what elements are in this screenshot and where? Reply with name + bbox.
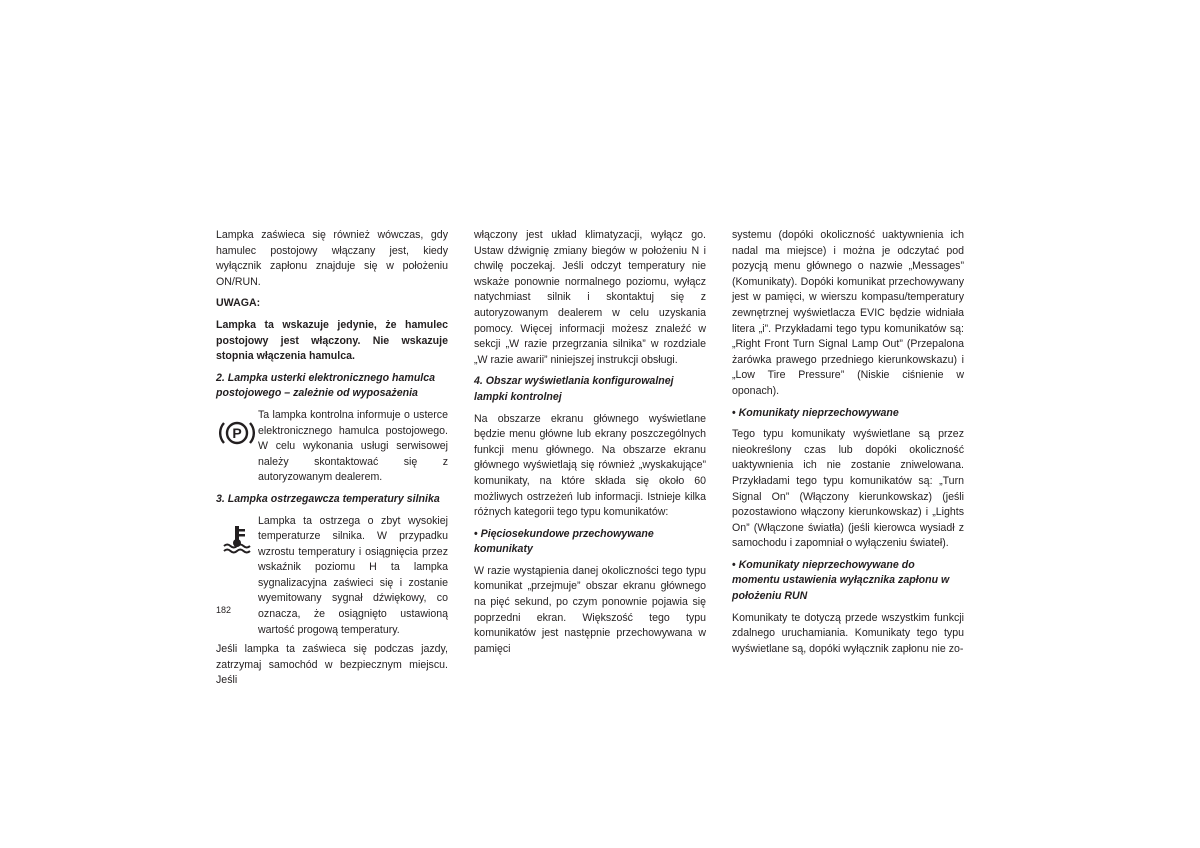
icon-paragraph	[216, 408, 448, 486]
bullet-heading: • Komunikaty nieprzechowywane do momentu ustawienia wyłącznika zapłonu w położeniu RUN	[732, 558, 964, 605]
icon-description: Ta lampka kontrolna informuje o usterce elektronicznego hamulca postojowego. W celu wykonania usługi serwisowej należy skontaktować się z autoryzowanym dealerem.	[258, 408, 448, 484]
warning-text: Lampka ta wskazuje jedynie, że hamulec postojowy jest włączony. Nie wskazuje stopnia włączenia hamulca.	[216, 318, 448, 363]
column-2	[474, 228, 706, 663]
parking-brake-glyph: P	[232, 424, 242, 441]
icon-paragraph	[216, 514, 448, 639]
bullet-heading: • Komunikaty nieprzechowywane	[732, 406, 964, 422]
paragraph: Tego typu komunikaty wyświetlane są przez nieokreślony czas lub dopóki okoliczność uaktywnienia ich nie zostanie zniwelowana. Przykładami tego typu komunikatów są: „Turn Signal On” (Włączony kierunkowskaz) (jeśli pozostawiono włączony kierunkowskaz) i „Lights On” (Włączone światła) (jeśli kierowca wysiadł z samochodu i zapomniał o wyłączeniu świateł).	[732, 428, 964, 550]
section-heading-4: 4. Obszar wyświetlania konfigurowalnej lampki kontrolnej	[474, 375, 674, 403]
paragraph: Jeśli lampka ta zaświeca się podczas jazdy, zatrzymaj samochód w bezpiecznym miejscu. Jeśli	[216, 643, 448, 687]
warning-label: UWAGA:	[216, 297, 261, 310]
parking-brake-warning-icon	[216, 410, 258, 456]
section-heading-2: 2. Lampka usterki elektronicznego hamulca postojowego – zależnie od wyposażenia	[216, 371, 436, 400]
engine-temperature-icon	[216, 516, 258, 562]
paragraph: W razie wystąpienia danej okoliczności tego typu komunikat „przejmuje” obszar ekranu głównego na pięć sekund, po czym ponownie pojawia się poprzedni ekran. Większość tego typu komunikatów jest następnie przechowywana w pamięci	[474, 564, 706, 655]
section-heading-3: 3. Lampka ostrzegawcza temperatury silnika	[216, 492, 440, 505]
paragraph: Na obszarze ekranu głównego wyświetlane będzie menu główne lub ekrany poszczególnych funkcji menu głównego. Na obszarze ekranu głównego wyświetlają się również „wyskakujące” komunikaty, na które składa się około 60 możliwych ostrzeżeń lub informacji. Istnieje kilka różnych kategorii tego typu komunikatów:	[474, 412, 706, 519]
column-1	[216, 228, 448, 695]
page-number: 182	[216, 605, 232, 615]
bullet-heading: • Pięciosekundowe przechowywane komunikaty	[474, 527, 706, 558]
paragraph: systemu (dopóki okoliczność uaktywnienia ich nadal ma miejsce) i można je odczytać pod pozycją menu głównego o nazwie „Messages” (Komunikaty). Dopóki komunikat przechowywany jest w pamięci, w wierszu kompasu/temperatury zewnętrznej wyświetlacza EVIC będzie widniała litera „i”. Przykładami tego typu komunikatów są: „Right Front Turn Signal Lamp Out” (Przepalona żarówka prawego przedniego kierunkowskazu) i „Low Tire Pressure” (Niskie ciśnienie w oponach).	[732, 229, 964, 397]
column-3	[732, 228, 964, 663]
paragraph: Komunikaty te dotyczą przede wszystkim funkcji zdalnego uruchamiania. Komunikaty tego typu wyświetlane są, dopóki wyłącznik zapłonu nie zo-	[732, 611, 964, 655]
paragraph: Lampka zaświeca się również wówczas, gdy hamulec postojowy włączany jest, kiedy wyłącznik zapłonu znajduje się w położeniu ON/RUN.	[216, 229, 448, 288]
paragraph: włączony jest układ klimatyzacji, wyłącz go. Ustaw dźwignię zmiany biegów w położeniu N i chwilę poczekaj. Jeśli odczyt temperatury nie wskaże ponownie normalnego poziomu, wyłącz natychmiast silnik i skontaktuj się z autoryzowanym dealerem w celu uzyskania pomocy. Więcej informacji możesz znaleźć w sekcji „W razie przegrzania silnika” w rozdziale „W razie awarii” niniejszej instrukcji obsługi.	[474, 229, 706, 366]
icon-description: Lampka ta ostrzega o zbyt wysokiej temperaturze silnika. W przypadku wzrostu temperatury i osiągnięcia przez wskaźnik poziomu H ta lampka sygnalizacyjna zaświeci się i zostanie wyemitowany sygnał dźwiękowy, co oznacza, że osiągnięto ustawioną wartość progową temperatury.	[258, 514, 448, 636]
